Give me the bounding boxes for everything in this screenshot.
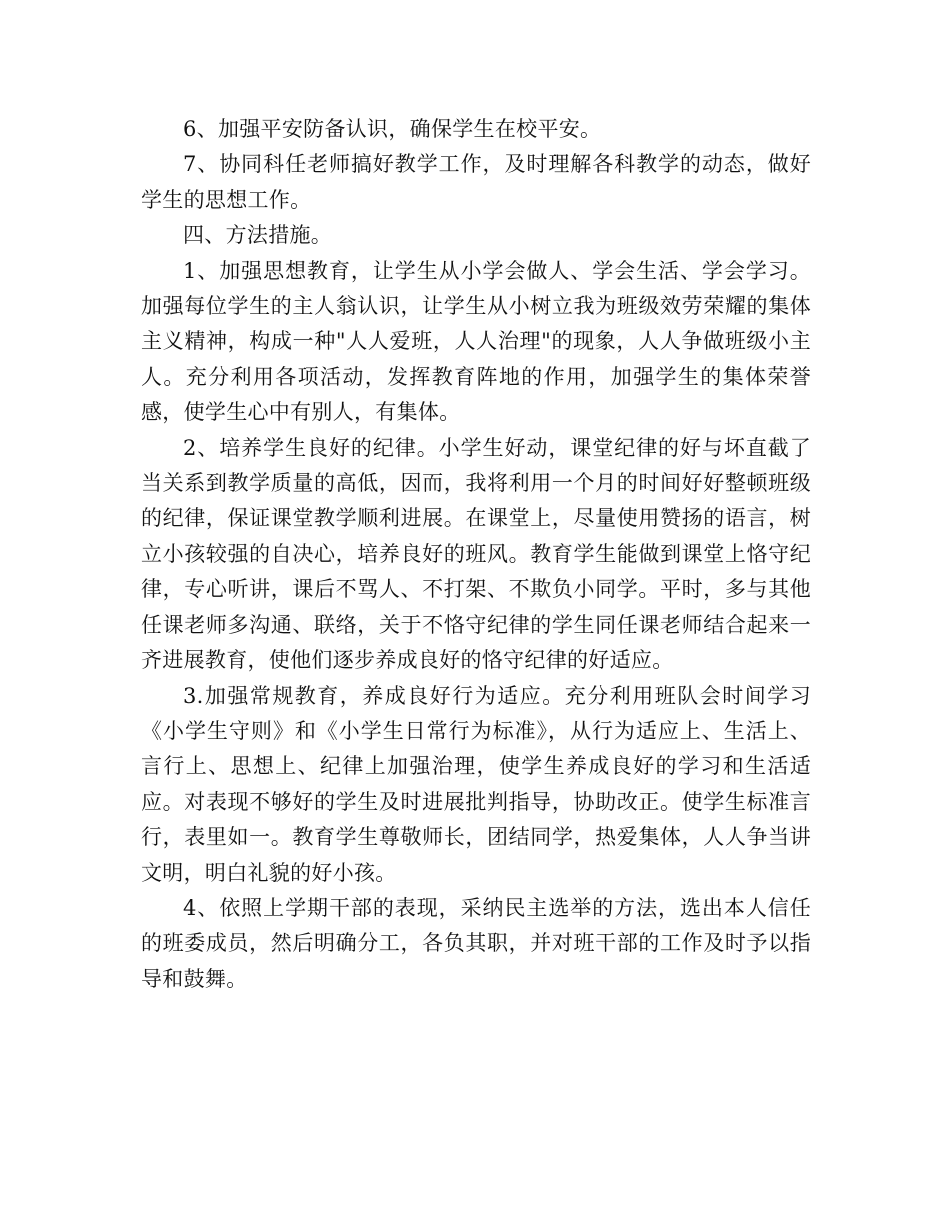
paragraph-measure-1: 1、加强思想教育，让学生从小学会做人、学会生活、学会学习。加强每位学生的主人翁认识，让学生从小树立我为班级效劳荣耀的集体主义精神，构成一种"人人爱班，人人治理"的现象，人人争做班级小主人。充分利用各项活动，发挥教育阵地的作用，加强学生的集体荣誉感，使学生心中有别人，有集体。 [141,258,811,425]
paragraph-measure-3: 3.加强常规教育，养成良好行为适应。充分利用班队会时间学习《小学生守则》和《小学生日常行为标准》，从行为适应上、生活上、言行上、思想上、纪律上加强治理，使学生养成良好的学习和生活适应。对表现不够好的学生及时进展批判指导，协助改正。使学生标准言行，表里如一。教育学生尊敬师长，团结同学，热爱集体，人人争当讲文明，明白礼貌的好小孩。 [141,683,811,885]
paragraph-measure-2: 2、培养学生良好的纪律。小学生好动，课堂纪律的好与坏直截了当关系到教学质量的高低，因而，我将利用一个月的时间好好整顿班级的纪律，保证课堂教学顺利进展。在课堂上，尽量使用赞扬的语言，树立小孩较强的自决心，培养良好的班风。教育学生能做到课堂上恪守纪律，专心听讲，课后不骂人、不打架、不欺负小同学。平时，多与其他任课老师多沟通、联络，关于不恪守纪律的学生同任课老师结合起来一齐进展教育，使他们逐步养成良好的恪守纪律的好适应。 [141,435,811,673]
section-heading-methods: 四、方法措施。 [183,223,333,248]
paragraph-measure-4: 4、依照上学期干部的表现，采纳民主选举的方法，选出本人信任的班委成员，然后明确分工，各负其职，并对班干部的工作及时予以指导和鼓舞。 [141,895,811,991]
document-body [141,112,811,997]
paragraph-item-7: 7、协同科任老师搞好教学工作，及时理解各科教学的动态，做好学生的思想工作。 [141,152,811,212]
paragraph-item-6: 6、加强平安防备认识，确保学生在校平安。 [183,117,602,141]
